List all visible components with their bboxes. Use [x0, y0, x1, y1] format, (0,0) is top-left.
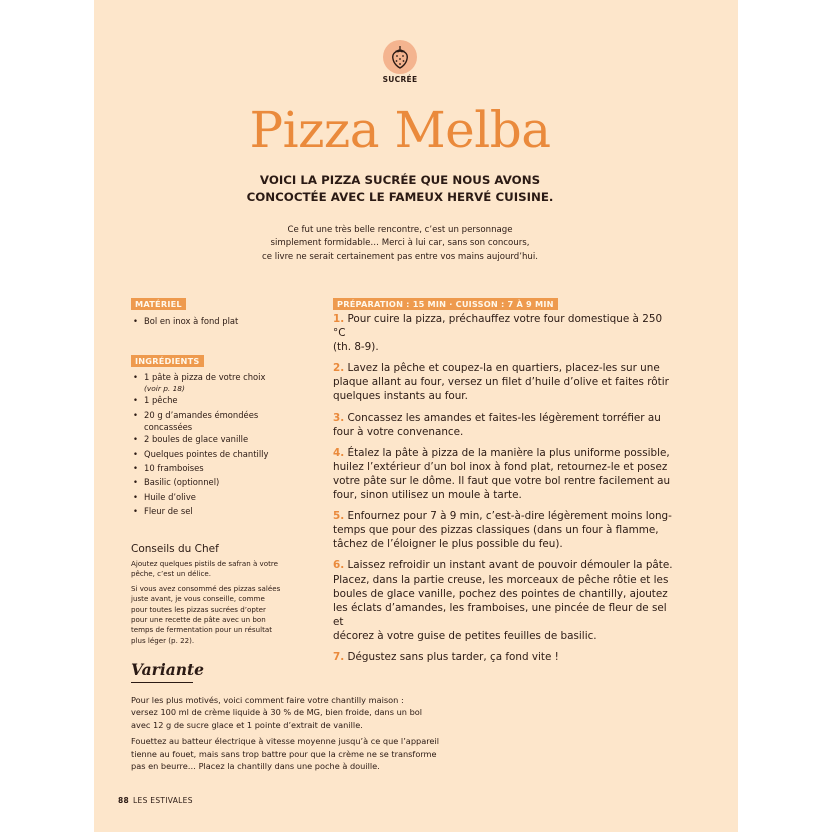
conseils-paragraph [131, 559, 301, 580]
text-line: plus léger (p. 22). [131, 635, 195, 645]
preparation-section [333, 292, 558, 311]
text-line: Placez, dans la partie creuse, les morceaux de pêche rôtie et les [333, 573, 669, 586]
ingredient-continuation: concassées [144, 422, 193, 433]
list-item: • Fleur de sel [131, 504, 311, 518]
text-line: Fouettez au batteur électrique à vitesse moyenne jusqu’à ce que l’appareil [131, 736, 440, 747]
ingredient-text: 1 pâte à pizza de votre choix [144, 372, 266, 382]
variante-text [131, 694, 461, 776]
text-line: Concassez les amandes et faites-les légèrement torréfier au [347, 411, 661, 424]
list-item: • 1 pêche [131, 393, 311, 407]
text-line: temps que pour des pizzas classiques (dans un four à flamme, [333, 524, 659, 537]
text-line: pêche, c’est un délice. [131, 569, 211, 579]
conseils-text [131, 559, 301, 650]
intro-line: ce livre ne serait certainement pas entre vos mains aujourd’hui. [261, 251, 538, 262]
page-number: 88 [118, 796, 130, 805]
list-item: • Basilic (optionnel) [131, 475, 311, 489]
step-item [333, 509, 673, 551]
strawberry-icon [383, 40, 417, 74]
lead-line: CONCOCTÉE AVEC LE FAMEUX HERVÉ CUISINE. [246, 190, 554, 204]
text-line: huilez l’extérieur d’un bol inox à fond plat, retournez-le et posez [333, 460, 668, 473]
text-line: four, sinon utilisez un moule à tarte. [333, 489, 522, 502]
variante-paragraph [131, 694, 461, 731]
text-line: avec 12 g de sucre glace et 1 pointe d’extrait de vanille. [131, 719, 363, 730]
list-item: • Bol en inox à fond plat [131, 314, 311, 328]
list-item: • 10 framboises [131, 461, 311, 475]
list-item: • 2 boules de glace vanille [131, 432, 311, 446]
step-number: 4. [333, 446, 345, 459]
lead-text [200, 172, 600, 206]
text-line: Laissez refroidir un instant avant de pouvoir démouler la pâte. [347, 559, 673, 572]
variante-title: Variante [131, 660, 205, 679]
text-line: tienne au fouet, mais sans trop battre pour que la crème ne se transforme [131, 748, 437, 759]
list-item: • Huile d’olive [131, 490, 311, 504]
text-line: plaque allant au four, versez un filet d’huile d’olive et faites rôtir [333, 376, 669, 389]
text-line: (th. 8-9). [333, 341, 379, 354]
ingredients-label: INGRÉDIENTS [131, 355, 204, 367]
list-item [131, 408, 311, 432]
text-line: boules de glace vanille, pochez des pointes de chantilly, ajoutez [333, 587, 668, 600]
step-item [333, 558, 673, 643]
preparation-label: PRÉPARATION : 15 MIN · CUISSON : 7 À 9 MIN [333, 298, 558, 310]
step-item [333, 411, 673, 439]
category-label: SUCRÉE [382, 75, 418, 84]
page-footer [118, 796, 193, 805]
step-number: 5. [333, 510, 345, 523]
intro-line: simplement formidable… Merci à lui car, sans son concours, [270, 238, 530, 249]
text-line: juste avant, je vous conseille, comme [131, 594, 265, 604]
text-line: décorez à votre guise de petites feuilles de basilic. [333, 629, 597, 642]
step-number: 1. [333, 313, 345, 325]
step-item [333, 361, 673, 403]
step-number: 2. [333, 362, 345, 375]
ingredients-section [131, 349, 204, 368]
preparation-steps [333, 312, 673, 671]
text-line: Enfournez pour 7 à 9 min, c’est-à-dire légèrement moins long- [347, 510, 672, 523]
variante-underline [131, 682, 193, 683]
text-line: Si vous avez consommé des pizzas salées [131, 583, 281, 593]
ingredient-text: 20 g d’amandes émondées [144, 409, 259, 420]
text-line: quelques instants au four. [333, 390, 468, 403]
intro-text [216, 224, 584, 264]
text-line: votre pâte sur le dôme. Il faut que votre bol rentre facilement au [333, 474, 671, 487]
conseils-paragraph [131, 584, 301, 646]
list-item: • Quelques pointes de chantilly [131, 447, 311, 461]
text-line: Ajoutez quelques pistils de safran à votre [131, 559, 278, 568]
text-line: tâchez de l’éloigner le plus possible du feu). [333, 538, 563, 551]
text-line: versez 100 ml de crème liquide à 30 % de MG, bien froide, dans un bol [131, 707, 423, 718]
text-line: pour toutes les pizzas sucrées d’opter [131, 604, 266, 614]
text-line: les éclats d’amandes, les framboises, une pincée de fleur de sel et [333, 601, 667, 628]
page-title: Pizza Melba [249, 101, 551, 159]
text-line: temps de fermentation pour un résultat [131, 625, 272, 635]
text-line: Étalez la pâte à pizza de la manière la plus uniforme possible, [347, 446, 670, 459]
text-line: pour une recette de pâte avec un bon [131, 615, 266, 625]
ingredients-list [131, 370, 311, 519]
variante-paragraph [131, 735, 461, 772]
lead-line: VOICI LA PIZZA SUCRÉE QUE NOUS AVONS [259, 173, 541, 187]
materiel-section [131, 292, 186, 311]
conseils-title: Conseils du Chef [131, 543, 219, 555]
step-number: 6. [333, 559, 345, 572]
materiel-list [131, 314, 311, 328]
step-item [333, 650, 673, 664]
book-title: LES ESTIVALES [133, 796, 193, 805]
text-line: Pour les plus motivés, voici comment faire votre chantilly maison : [131, 695, 404, 705]
text-line: Dégustez sans plus tarder, ça fond vite ! [347, 650, 559, 663]
step-number: 7. [333, 650, 345, 663]
text-line: Pour cuire la pizza, préchauffez votre four domestique à 250 °C [333, 313, 663, 340]
step-number: 3. [333, 411, 345, 424]
intro-line: Ce fut une très belle rencontre, c’est un personnage [287, 225, 513, 235]
materiel-label: MATÉRIEL [131, 298, 186, 310]
text-line: pas en beurre… Placez la chantilly dans une poche à douille. [131, 761, 380, 772]
text-line: four à votre convenance. [333, 425, 464, 438]
step-item [333, 312, 673, 354]
step-item [333, 446, 673, 502]
page-reference: (voir p. 18) [144, 384, 185, 394]
list-item [131, 370, 311, 393]
category-badge [383, 40, 417, 74]
text-line: Lavez la pêche et coupez-la en quartiers, placez-les sur une [347, 362, 660, 375]
